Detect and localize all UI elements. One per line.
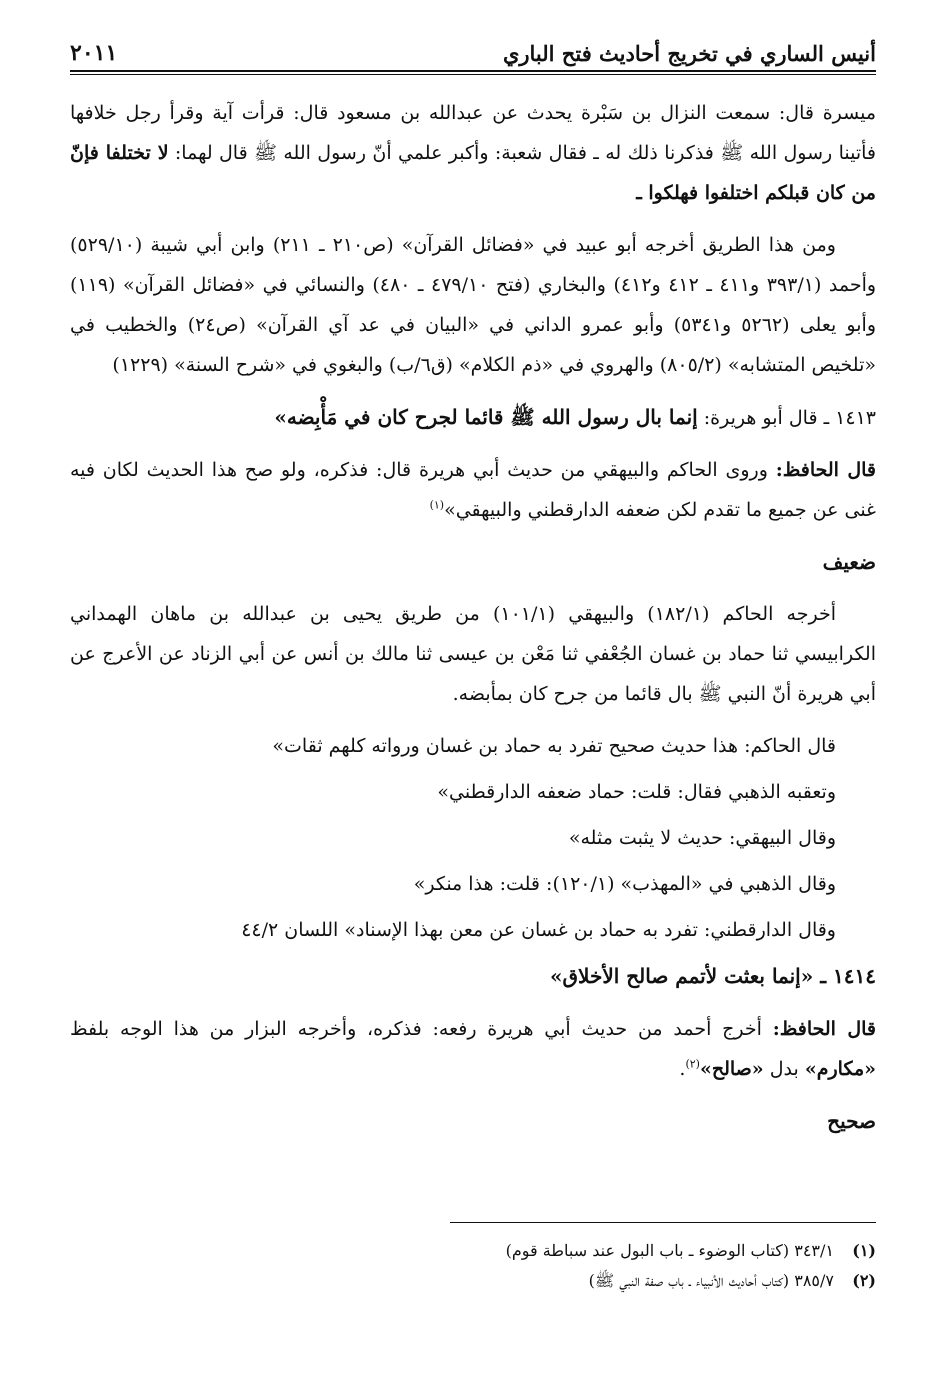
footnote-number: (٢): [852, 1271, 876, 1290]
hadith-text-1413: إنما بال رسول الله ﷺ قائما لجرح كان في مَأْبِضه»: [274, 405, 698, 429]
paragraph-hadith-continuation: [70, 93, 876, 213]
footnote-separator: [450, 1222, 876, 1223]
footnote-ref-2: (٢): [685, 1057, 700, 1071]
paragraph-dhahabi: وتعقبه الذهبي فقال: قلت: حماد ضعفه الدارقطني»: [437, 781, 836, 803]
footnote-ref-1: (١): [429, 498, 445, 512]
paragraph-takhrij-1413: أخرجه الحاكم (١٨٢/١) والبيهقي (١٠١/١) من طريق يحيى بن عبدالله بن ماهان الهمداني الكرابيسي ثنا حماد بن غسان الجُعْفي ثنا مَعْن بن عيسى ثنا مالك بن أنس عن أبي الزناد عن الأعرج عن أبي هريرة أنّ النبي ﷺ بال قائما من جرح كان بمأبضه.: [70, 603, 876, 705]
wording-salih: «صالح»: [699, 1058, 764, 1080]
paragraph-hakim: قال الحاكم: هذا حديث صحيح تفرد به حماد بن غسان ورواته كلهم ثقات»: [272, 735, 836, 757]
footnote-number: (١): [852, 1241, 876, 1260]
hadith-heading-1414: [70, 956, 876, 997]
hadith-quote-bold: لا تختلفا فإنّ من كان قبلكم اختلفوا فهلكوا ـ: [70, 142, 876, 204]
hafiz-comment-1414: [70, 1009, 876, 1089]
hadith-heading-1413: [70, 397, 876, 438]
footnote-1: [106, 1236, 876, 1266]
paragraph-dhahabi-muhadhdhab: وقال الذهبي في «المهذب» (١٢٠/١): قلت: هذا منكر»: [413, 873, 836, 895]
hadith-number-1414: ١٤١٤ ـ: [813, 964, 876, 988]
hafiz-comment-text: بدل: [763, 1058, 805, 1080]
wording-makarim: «مكارم»: [804, 1058, 876, 1080]
grade-daif: ضعيف: [822, 550, 876, 574]
footnote-text: ٣٨٥/٧ (كتاب أحاديث الأنبياء ـ باب صفة النبي ﷺ): [588, 1271, 834, 1290]
hafiz-comment-text: أخرج أحمد من حديث أبي هريرة رفعه: فذكره، وأخرجه البزار من هذا الوجه بلفظ: [70, 1018, 773, 1040]
hadith-text-1414: «إنما بعثت لأتمم صالح الأخلاق»: [550, 964, 814, 988]
hafiz-comment-1413: [70, 450, 876, 530]
sentence-end: .: [679, 1058, 686, 1080]
paragraph-bayhaqi: وقال البيهقي: حديث لا يثبت مثله»: [568, 827, 836, 849]
hafiz-comment-text: وروى الحاكم والبيهقي من حديث أبي هريرة قال: فذكره، ولو صح هذا الحديث لكان فيه غنى عن جميع ما تقدم لكن ضعفه الدارقطني والبيهقي»: [70, 459, 876, 521]
paragraph-daraqutni: وقال الدارقطني: تفرد به حماد بن غسان عن معن بهذا الإسناد» اللسان ٤٤/٢: [241, 919, 836, 941]
page: [70, 30, 876, 1153]
footnotes: [106, 1236, 876, 1296]
grade-sahih: صحيح: [827, 1109, 876, 1133]
book-title: أنيس الساري في تخريج أحاديث فتح الباري: [502, 41, 876, 66]
header-rule-bottom: [70, 74, 876, 75]
header-rule-top: [70, 70, 876, 72]
page-number: ٢٠١١: [70, 40, 118, 66]
paragraph-takhrij-1412: ومن هذا الطريق أخرجه أبو عبيد في «فضائل القرآن» (ص٢١٠ ـ ٢١١) وابن أبي شيبة (٥٢٩/١٠) وأحمد (٣٩٣/١ و٤١١ ـ ٤١٢ و٤١٢) والبخاري (فتح ٤٧٩/١٠ ـ ٤٨٠) والنسائي في «فضائل القرآن» (١١٩) وأبو يعلى (٥٢٦٢ و٥٣٤١) وأبو عمرو الداني في «البيان في عد آي القرآن» (ص٢٤) والخطيب في «تلخيص المتشابه» (٨٠٥/٢) والهروي في «ذم الكلام» (ق٦/ب) والبغوي في «شرح السنة» (١٢٢٩): [70, 234, 877, 376]
footnote-text: ٣٤٣/١ (كتاب الوضوء ـ باب البول عند سباطة قوم): [505, 1241, 834, 1260]
hafiz-label: قال الحافظ:: [775, 459, 877, 481]
hadith-number-1413: ١٤١٣ ـ قال أبو هريرة:: [697, 407, 876, 429]
page-header: [70, 30, 876, 66]
paragraph-text: ميسرة قال: سمعت النزال بن سَبْرة يحدث عن عبدالله بن مسعود قال: قرأت آية وقرأ رجل خلافها فأتينا رسول الله ﷺ فذكرنا ذلك له ـ فقال شعبة: وأكبر علمي أنّ رسول الله ﷺ قال لهما:: [70, 102, 876, 164]
main-text: [70, 93, 876, 1141]
footnote-2: [106, 1266, 876, 1296]
hafiz-label: قال الحافظ:: [772, 1018, 876, 1040]
